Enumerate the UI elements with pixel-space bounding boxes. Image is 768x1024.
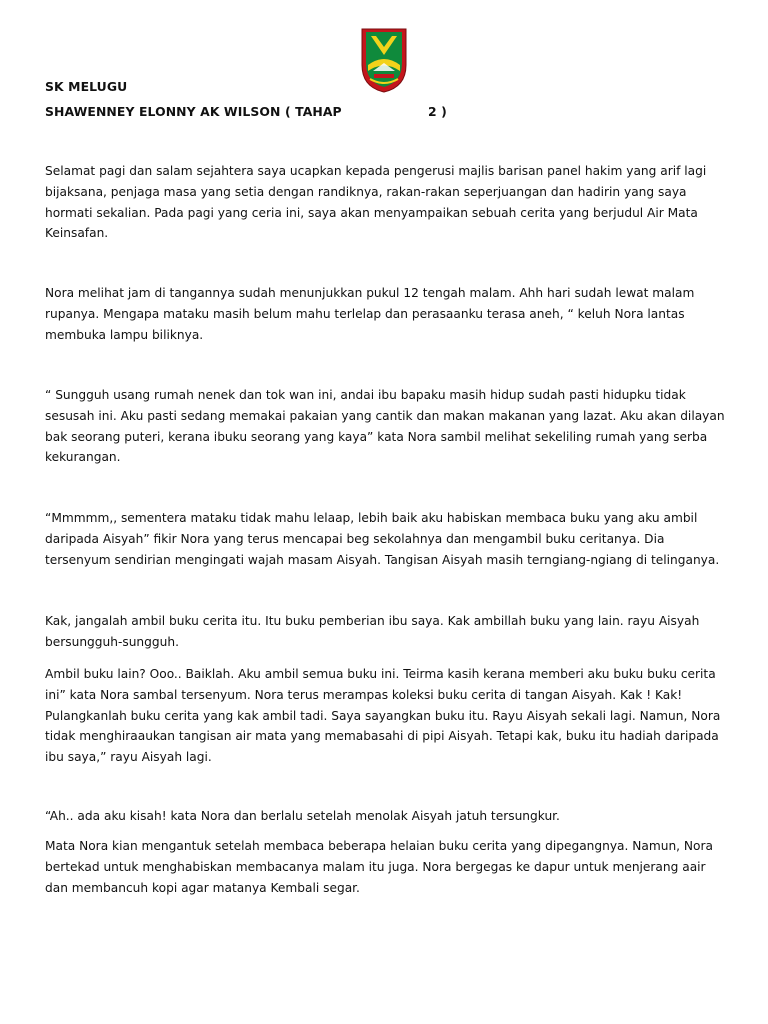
paragraph-5: Kak, jangalah ambil buku cerita itu. Itu buku pemberian ibu saya. Kak ambillah buku yang lain. rayu Aisyah bersungguh-sungguh. xyxy=(45,614,700,649)
student-name-line xyxy=(45,104,447,119)
student-name: SHAWENNEY ELONNY AK WILSON ( TAHAP xyxy=(45,104,342,119)
paragraph-3: “ Sungguh usang rumah nenek dan tok wan ini, andai ibu bapaku masih hidup sudah pasti hidupku tidak sesusah ini. Aku pasti sedang memakai pakaian yang cantik dan makan makanan yang lazat. Aku akan dilayan bak seorang puteri, kerana ibuku seorang yang kaya” kata Nora sambil melihat sekeliling rumah yang serba kekurangan. xyxy=(45,388,725,465)
school-name: SK MELUGU xyxy=(45,79,128,94)
paragraph-8: Mata Nora kian mengantuk setelah membaca beberapa helaian buku cerita yang dipegangnya. Namun, Nora bertekad untuk menghabiskan membacanya malam itu juga. Nora bergegas ke dapur untuk menjerang aair dan membancuh kopi agar matanya Kembali segar. xyxy=(45,839,713,895)
school-crest-logo xyxy=(359,27,409,93)
paragraph-2: Nora melihat jam di tangannya sudah menunjukkan pukul 12 tengah malam. Ahh hari sudah lewat malam rupanya. Mengapa mataku masih belum mahu terlelap dan perasaanku terasa aneh, “ keluh Nora lantas membuka lampu biliknya. xyxy=(45,286,695,342)
paragraph-intro: Selamat pagi dan salam sejahtera saya ucapkan kepada pengerusi majlis barisan panel hakim yang arif lagi bijaksana, penjaga masa yang setia dengan randiknya, rakan-rakan seperjuangan dan hadirin yang saya hormati sekalian. Pada pagi yang ceria ini, saya akan menyampaikan sebuah cerita yang berjudul Air Mata Keinsafan. xyxy=(45,164,707,241)
paragraph-4: “Mmmmm,, sementera mataku tidak mahu lelaap, lebih baik aku habiskan membaca buku yang aku ambil daripada Aisyah” fikir Nora yang terus mencapai beg sekolahnya dan mengambil buku ceritanya. Dia tersenyum sendirian mengingati wajah masam Aisyah. Tangisan Aisyah masih terngiang-ngiang di telinganya. xyxy=(45,511,720,567)
paragraph-7: “Ah.. ada aku kisah! kata Nora dan berlalu setelah menolak Aisyah jatuh tersungkur. xyxy=(45,809,560,823)
tahap-level: 2 ) xyxy=(428,104,447,119)
paragraph-6: Ambil buku lain? Ooo.. Baiklah. Aku ambil semua buku ini. Teirma kasih kerana memberi aku buku buku cerita ini” kata Nora sambal tersenyum. Nora terus merampas koleksi buku cerita di tangan Aisyah. Kak ! Kak! Pulangkanlah buku cerita yang kak ambil tadi. Saya sayangkan buku itu. Rayu Aisyah sekali lagi. Namun, Nora tidak menghiraaukan tangisan air mata yang memabasahi di pipi Aisyah. Tetapi kak, buku itu hadiah daripada ibu saya,” rayu Aisyah lagi. xyxy=(45,667,721,765)
